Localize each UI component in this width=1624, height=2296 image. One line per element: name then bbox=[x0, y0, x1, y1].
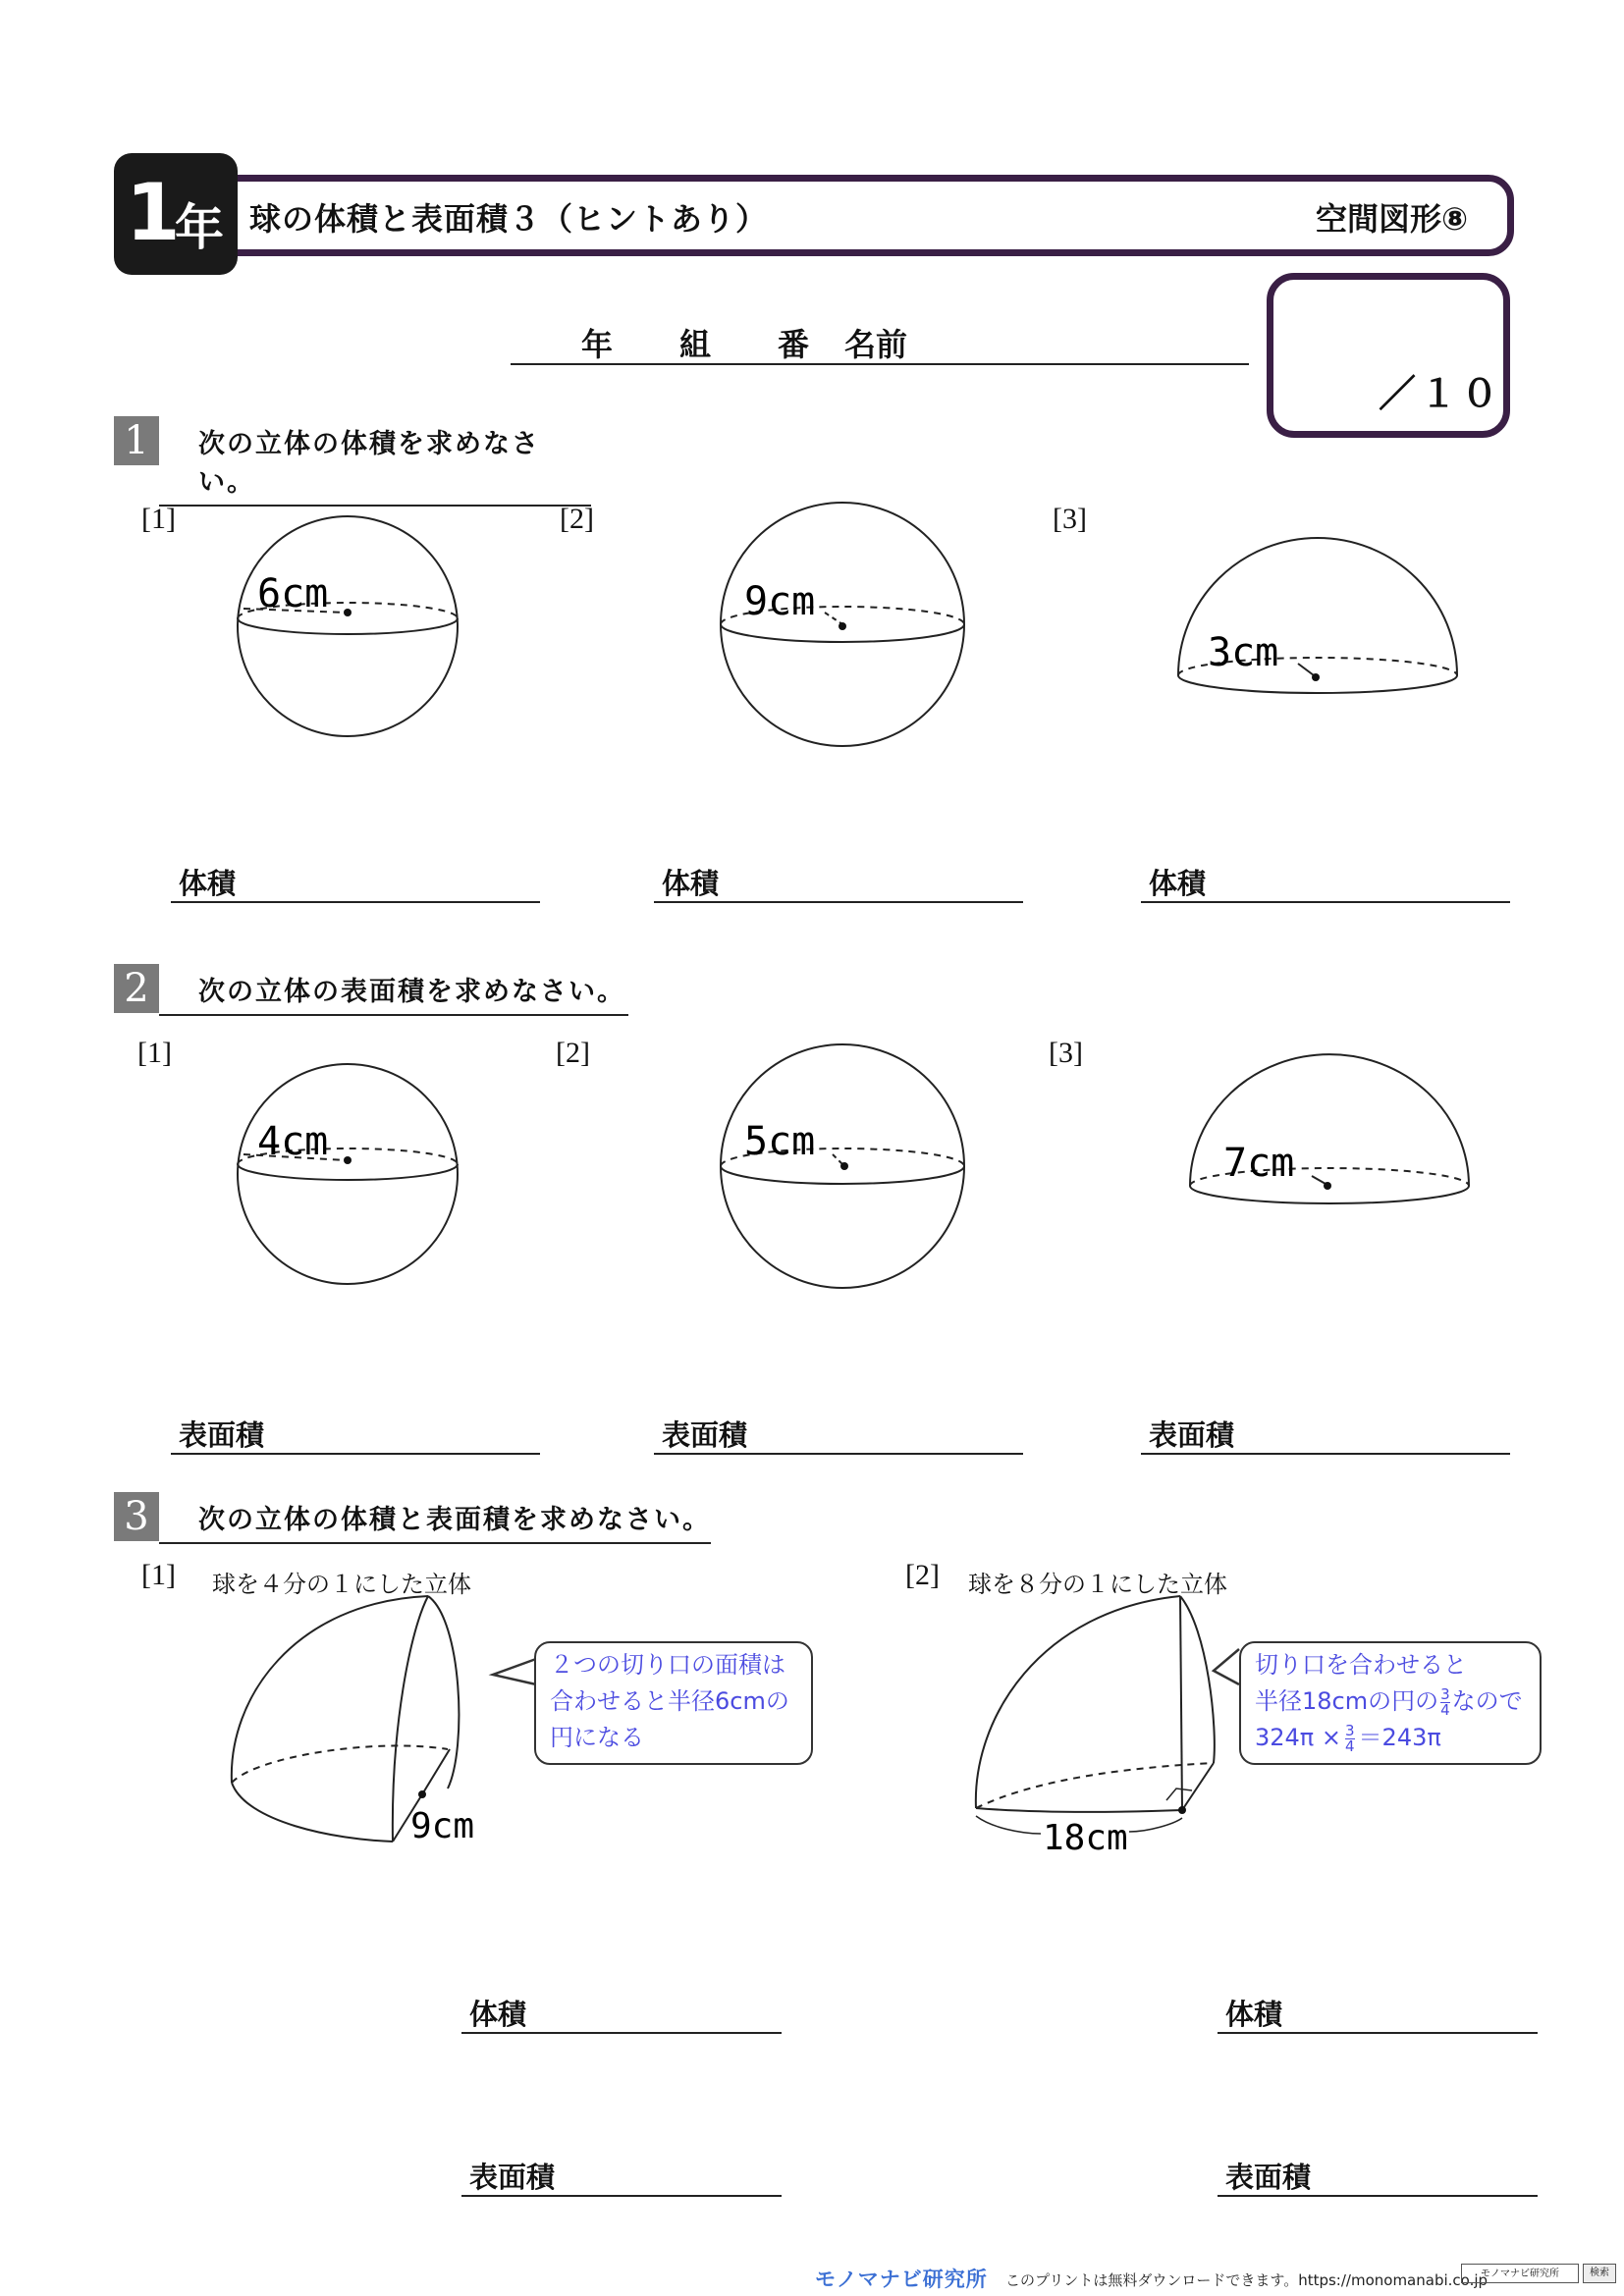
section-1-title: 次の立体の体積を求めなさい。 bbox=[159, 422, 591, 507]
s3-q2-surface-line[interactable] bbox=[1218, 2154, 1538, 2197]
s1-q1-answer-line[interactable] bbox=[171, 860, 540, 903]
s3-q2-hint-fraction-2 bbox=[1345, 1721, 1355, 1755]
s1-q3-answer-label: 体積 bbox=[1149, 867, 1207, 900]
s3-q2-hint-box bbox=[1239, 1641, 1542, 1765]
fraction-1-numerator: 3 bbox=[1440, 1684, 1450, 1703]
section-3-title: 次の立体の体積と表面積を求めなさい。 bbox=[159, 1498, 711, 1544]
fraction-2-numerator: 3 bbox=[1345, 1721, 1355, 1739]
s2-q2-answer-line[interactable] bbox=[654, 1412, 1023, 1455]
footer-search-button[interactable]: 検索 bbox=[1583, 2264, 1616, 2283]
s3-q1-label: [1] bbox=[141, 1559, 176, 1591]
section-1-number: 1 bbox=[114, 416, 159, 465]
s2-q3-label: [3] bbox=[1049, 1037, 1083, 1069]
s1-q3-radius: 3cm bbox=[1208, 630, 1279, 675]
s2-q3-answer-line[interactable] bbox=[1141, 1412, 1510, 1455]
score-total: ／１０ bbox=[1379, 372, 1503, 415]
s3-q1-description: 球を４分の１にした立体 bbox=[212, 1571, 471, 1598]
s3-q2-hint-fraction-1 bbox=[1440, 1684, 1450, 1719]
s2-q2-sphere bbox=[721, 1044, 964, 1288]
fraction-1-denominator: 4 bbox=[1440, 1700, 1450, 1719]
grade-suffix: 年 bbox=[175, 199, 224, 256]
s2-q2-label: [2] bbox=[556, 1037, 590, 1069]
s3-q2-hint-line-2-post: なので bbox=[1451, 1687, 1523, 1715]
s3-q2-eighth-sphere bbox=[976, 1596, 1215, 1834]
s3-q2-hint-line-3-post: ＝243π bbox=[1358, 1724, 1441, 1751]
section-2-number: 2 bbox=[114, 964, 159, 1013]
s2-q1-radius: 4cm bbox=[257, 1119, 329, 1164]
s1-q1-answer-label: 体積 bbox=[179, 867, 237, 900]
s1-q1-label: [1] bbox=[141, 503, 176, 535]
s3-q2-dimension: 18cm bbox=[1043, 1818, 1128, 1858]
fraction-2-denominator: 4 bbox=[1345, 1736, 1355, 1755]
section-2-title: 次の立体の表面積を求めなさい。 bbox=[159, 970, 628, 1016]
s2-q1-answer-label: 表面積 bbox=[179, 1418, 265, 1452]
footer-logo: モノマナビ研究所 bbox=[815, 2268, 988, 2291]
s3-q1-hint-pointer bbox=[493, 1659, 536, 1684]
s1-q2-answer-label: 体積 bbox=[662, 867, 720, 900]
number-label: 番 bbox=[778, 326, 810, 363]
s3-q1-hint-line-3: 円になる bbox=[550, 1724, 644, 1751]
s2-q2-answer-label: 表面積 bbox=[662, 1418, 748, 1452]
section-3-number: 3 bbox=[114, 1492, 159, 1541]
class-label: 組 bbox=[679, 326, 712, 363]
s2-q2-radius: 5cm bbox=[744, 1119, 816, 1164]
page-title: 球の体積と表面積３（ヒントあり） bbox=[249, 200, 769, 238]
s3-q1-volume-label: 体積 bbox=[469, 1998, 527, 2031]
s3-q1-quarter-sphere bbox=[232, 1596, 460, 1842]
s1-q2-label: [2] bbox=[560, 503, 594, 535]
s2-q3-radius: 7cm bbox=[1223, 1141, 1295, 1186]
s1-q1-radius: 6cm bbox=[257, 571, 329, 616]
year-label: 年 bbox=[581, 326, 614, 363]
s1-q3-answer-line[interactable] bbox=[1141, 860, 1510, 903]
footer-notice: このプリントは無料ダウンロードできます。https://monomanabi.co.jp bbox=[1005, 2271, 1489, 2289]
s1-q3-label: [3] bbox=[1053, 503, 1087, 535]
s3-q2-hint-pointer bbox=[1214, 1649, 1239, 1684]
footer-search-box[interactable]: モノマナビ研究所 bbox=[1461, 2264, 1579, 2283]
s1-q2-sphere bbox=[721, 503, 964, 746]
s3-q1-hint-box bbox=[534, 1641, 813, 1765]
s1-q1-sphere bbox=[238, 516, 458, 736]
s3-q2-volume-label: 体積 bbox=[1225, 1998, 1283, 2031]
unit-label: 空間図形⑧ bbox=[1316, 200, 1469, 238]
name-label: 名前 bbox=[844, 326, 908, 363]
s3-q2-hint-line-2 bbox=[1255, 1683, 1526, 1720]
s1-q2-answer-line[interactable] bbox=[654, 860, 1023, 903]
s3-q2-hint-line-1: 切り口を合わせると bbox=[1255, 1651, 1467, 1679]
s3-q1-volume-line[interactable] bbox=[461, 1991, 782, 2034]
s1-q2-radius: 9cm bbox=[744, 579, 816, 624]
s2-q1-answer-line[interactable] bbox=[171, 1412, 540, 1455]
s3-q1-surface-label: 表面積 bbox=[469, 2161, 556, 2194]
s2-q1-sphere bbox=[238, 1064, 458, 1284]
s3-q1-dimension: 9cm bbox=[410, 1806, 475, 1846]
s2-q3-answer-label: 表面積 bbox=[1149, 1418, 1235, 1452]
s3-q2-hint-line-3 bbox=[1255, 1720, 1526, 1756]
s3-q1-surface-line[interactable] bbox=[461, 2154, 782, 2197]
s3-q2-label: [2] bbox=[905, 1559, 940, 1591]
s3-q2-hint-line-3-pre: 324π × bbox=[1255, 1724, 1341, 1751]
s2-q1-label: [1] bbox=[137, 1037, 172, 1069]
grade-number: 1 bbox=[126, 167, 181, 258]
s3-q2-volume-line[interactable] bbox=[1218, 1991, 1538, 2034]
s3-q1-hint-line-2: 合わせると半径6cmの bbox=[550, 1687, 789, 1715]
s3-q2-surface-label: 表面積 bbox=[1225, 2161, 1312, 2194]
s3-q2-hint-line-2-pre: 半径18cmの円の bbox=[1255, 1687, 1439, 1715]
s3-q1-hint-line-1: ２つの切り口の面積は bbox=[550, 1651, 785, 1679]
s3-q2-description: 球を８分の１にした立体 bbox=[968, 1571, 1227, 1598]
